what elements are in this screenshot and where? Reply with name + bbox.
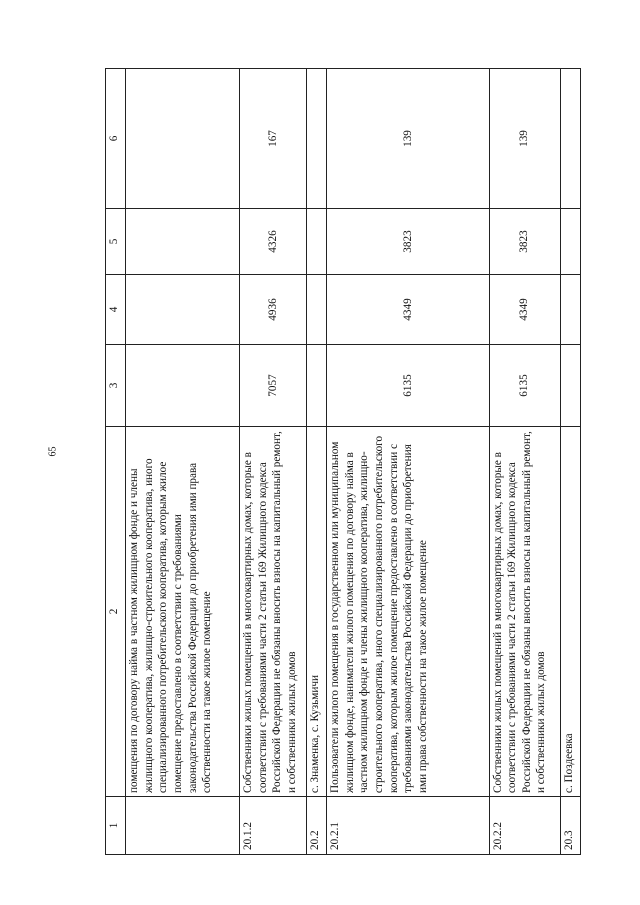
row-value-col-3 (560, 345, 580, 427)
rotated-table-container (105, 69, 581, 855)
row-description: помещения по договору найма в частном жилищном фонде и члены жилищного кооператива, жилищно-строительного кооператива, иного специализированного потребительского кооператива, которым жилое помещение предоставлено в соответствии с требованиями законодательства Российской Федерации до приобретения ими права собственности на такое жилое помещение (126, 427, 240, 797)
row-value-col-3: 7057 (239, 345, 306, 427)
row-value-col-6 (306, 69, 326, 209)
header-col-4: 4 (106, 275, 126, 345)
page-number: 65 (47, 446, 59, 457)
row-value-col-5 (560, 209, 580, 275)
row-description: Собственники жилых помещений в многоквартирных домах, которые в соответствии с требованиями части 2 статьи 169 Жилищного кодекса Российской Федерации не обязаны вносить взносы на капитальный ремонт, и собственники жилых домов (239, 427, 306, 797)
row-value-col-3: 6135 (489, 345, 560, 427)
row-value-col-4 (560, 275, 580, 345)
header-col-1: 1 (106, 797, 126, 855)
table-row (239, 69, 306, 855)
row-code: 20.2.1 (327, 797, 489, 855)
row-value-col-6: 167 (239, 69, 306, 209)
row-value-col-6 (560, 69, 580, 209)
row-value-col-4: 4349 (489, 275, 560, 345)
table-row (126, 69, 240, 855)
row-code: 20.3 (560, 797, 580, 855)
row-value-col-3: 6135 (327, 345, 489, 427)
row-value-col-3 (306, 345, 326, 427)
row-value-col-4: 4349 (327, 275, 489, 345)
header-col-3: 3 (106, 345, 126, 427)
row-value-col-5 (126, 209, 240, 275)
table-row (489, 69, 560, 855)
tariff-table (105, 68, 581, 855)
row-code (126, 797, 240, 855)
table-row (327, 69, 489, 855)
row-description: с. Поздеевка (560, 427, 580, 797)
row-value-col-4: 4936 (239, 275, 306, 345)
row-value-col-6 (126, 69, 240, 209)
row-value-col-3 (126, 345, 240, 427)
row-value-col-5 (306, 209, 326, 275)
row-value-col-4 (306, 275, 326, 345)
header-col-5: 5 (106, 209, 126, 275)
row-value-col-5: 4326 (239, 209, 306, 275)
row-value-col-5: 3823 (489, 209, 560, 275)
header-col-6: 6 (106, 69, 126, 209)
table-row (560, 69, 580, 855)
row-description: с. Знаменка, с. Кузьмичи (306, 427, 326, 797)
row-code: 20.1.2 (239, 797, 306, 855)
row-value-col-6: 139 (489, 69, 560, 209)
row-description: Пользователи жилого помещения в государственном или муниципальном жилищном фонде, наниматели жилого помещения по договору найма в частном жилищном фонде и члены жилищного кооператива, жилищно-строительного кооператива, иного специализированного потребительского кооператива, которым жилое помещение предоставлено в соответствии с требованиями законодательства Российской Федерации до приобретения ими права собственности на такое жилое помещение (327, 427, 489, 797)
row-value-col-4 (126, 275, 240, 345)
header-col-2: 2 (106, 427, 126, 797)
row-code: 20.2 (306, 797, 326, 855)
row-value-col-5: 3823 (327, 209, 489, 275)
row-description: Собственники жилых помещений в многоквартирных домах, которые в соответствии с требованиями части 2 статьи 169 Жилищного кодекса Российской Федерации не обязаны вносить взносы на капитальный ремонт, и собственники жилых домов (489, 427, 560, 797)
row-value-col-6: 139 (327, 69, 489, 209)
table-header-row (106, 69, 126, 855)
table-row (306, 69, 326, 855)
row-code: 20.2.2 (489, 797, 560, 855)
